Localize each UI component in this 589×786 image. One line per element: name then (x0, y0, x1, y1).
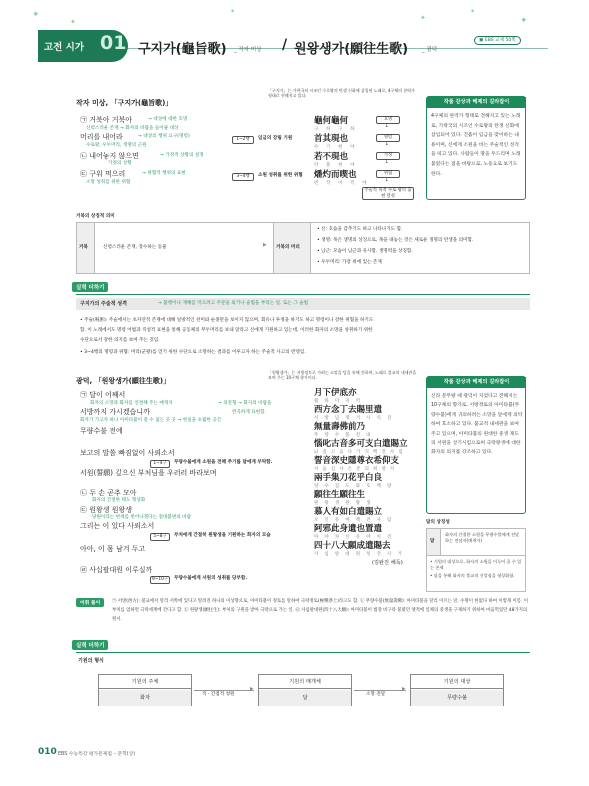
more-body-line: • 3~4행의 명령과 위협: 머리(군왕)를 얻기 위한 수단으로 소망하는 결과를 이루고자 하는 주술적 사고의 반영임. (80, 350, 306, 355)
poem-line: ㉡ 두 손 곧추 모아 (80, 489, 137, 497)
poem-gloss: 소망 성취를 위한 위협 (86, 180, 131, 185)
moon-symbolism-box (426, 528, 526, 592)
line-range-mark: 1~4구 (150, 460, 170, 468)
hanja-line: 月下伊底亦 (314, 388, 357, 398)
wish-medium-body: 달 (259, 690, 351, 706)
hanja-reading: 모 인 유 여 백 견 사 립 (314, 518, 394, 523)
moon-item: • 달을 통해 화자의 불교적 신앙심을 형상화함. (430, 573, 515, 578)
wish-target-box (410, 674, 504, 706)
hanja-line: 兩手集刀花乎白良 (314, 473, 383, 483)
poem-gloss: → 가정적 상황의 설정 (160, 153, 204, 158)
hanja-reading: 양 수 집 도 화 호 백 량 (314, 484, 394, 489)
vocab-body: ㉠ 서방(西方): 불교에서 말리 서쪽에 있다고 알려진 하나의 이상향으로, 아미타불이 정토를 말하여 극락정토(極樂淨土)라고도 함. ㉡ 무량수불(無量壽佛): 아미타불을 달리 이르는 말. 수명이 한없다 하여 이렇게 이름. 이 부처를 염하면 극락세계에 간다고 함. ㉢ 원왕생(願往生): 부처의 구원을 받아 극락으로 가는 일. ㉣ 사십팔대원(四十八大願): 아미타불이 법장 비구라 불렸던 옛적에 일체의 중생을 구제하기 위하여 마음먹었던 48가지의 원서. (112, 599, 529, 622)
hanja-reading: 약 불 현 야 (314, 163, 358, 168)
poem-line: ㉣ 사십팔대원 이루실까 (80, 566, 153, 574)
hanja-line: 誓音深史隱尊衣希仰支 (314, 456, 400, 466)
hanja-reading: 뇌 질 고 음 다 가 지 백 견 사 립 (314, 450, 405, 455)
hanja-line: 慕人有如白遣賜立 (314, 507, 383, 517)
wish-arrow-label: 직 · 간접적 청원 (202, 692, 235, 697)
more-body-line: 수단으로서 강한 의지를 보여 주는 것임. (80, 338, 160, 343)
line-range-desc: 부처에게 간절히 원왕생을 기원하는 화자의 모습 (174, 533, 271, 538)
moon-text: 화자의 간절한 소원을 무량수불에게 전달하는 전달자(매개자) (445, 532, 520, 543)
moon-symbolism-label: 달의 상징성 (426, 520, 450, 525)
more-key-bar (76, 298, 530, 310)
title-wonwangsaengga: 원왕생가(願往生歌) (294, 42, 409, 57)
hanja-line: 四十八大願成遣賜去 (314, 541, 391, 551)
arrow-down-icon: ↓ (385, 178, 389, 183)
hanja-line: 惱叱古音多可支白遣賜立 (314, 439, 408, 449)
hanja-reading: 아 야 차 신 유 야 치 견 (314, 535, 394, 540)
hanja-line: 阿邪此身遺也置遣 (314, 524, 383, 534)
appreciation-panel-wonwangsaengga (426, 376, 526, 514)
arrow-down-icon: ↓ (385, 124, 389, 129)
poem-line: 그리는 이 있다 사뢰소서 (80, 522, 155, 530)
moon-item: • 기원의 대상으로, 화자의 소원을 이루어 줄 수 있는 존재 (430, 559, 522, 570)
poem-gloss: 신령스러운 존재 → 화자의 바람을 들어줄 대상 (86, 126, 179, 131)
symbolism-box (76, 222, 530, 274)
star-icon: ✦ (32, 10, 40, 20)
arrow-right-icon: ▶ (402, 687, 406, 692)
line-range-desc: 무량수불에게 서원의 성취를 당부함. (174, 576, 248, 581)
appreciation-panel-body: 신라 문무왕 때 광덕이 지었다고 전해지는 10구체의 향가로, 서방정토의 아미타불(무량수불)에게 귀의하려는 소망을 달에게 의탁하여 호소하고 있다. 불교적 내세관을 보여 주고 있으며, 아미타불의 원대한 중생 제도의 서원을 상기시킴으로써 극락왕생에 대한 화자의 의지를 강조하고 있다. (431, 394, 523, 456)
ebs-reference-tag (474, 36, 521, 45)
appreciation-panel-body: 4구체의 한역가 형태로 전해지고 있는 노래로, 가락국의 시조인 수로왕의 탄생 신화에 삽입되어 있다. 진흙이 임금을 맞이하는 내용이며, 신에게 소원을 비는 주술적인 성격을 띠고 있다. 사람들이 땅을 두드리며 노래 불렀다는 점을 바탕으로, 노동요로 보기도 한다. (431, 114, 521, 177)
hanja-line: 燔灼而喫也 (314, 170, 357, 180)
symbolism-right-head: 거북의 머리 (276, 245, 300, 250)
wish-medium-head: 기원의 매개체 (259, 675, 351, 689)
hanja-line: 西方念丁去賜里遣 (314, 405, 383, 415)
poem-gloss: 당원이라는 현세를 벗어나겠다는 절대불변의 바람 (92, 515, 192, 520)
flow-step: 호명 (376, 116, 400, 124)
wish-arrow-label: 소망 전달 (366, 692, 386, 697)
appreciation-panel-title: 작품 감상과 해제의 길라잡이 (427, 97, 526, 108)
more-body-line: 함. 이 노래에서도 명령 어법과 직설적 표현을 통해 공동체의 무두머리를 보내 달라고 신에게 기원하고 있는데, 이러한 화자의 소망을 성취하기 위한 (80, 328, 373, 333)
translation-attribution: (김완진 해독) (372, 560, 403, 566)
section-badge (38, 30, 128, 62)
arrow-right-icon: ▶ (263, 243, 267, 248)
more-tag: 실력 더하기 (72, 640, 108, 650)
title-gujiga-author: _ 작자 미상 (234, 47, 262, 53)
poem-line: 무량수불 전에 (80, 427, 123, 435)
flow-result: 주술적 목적 수로 왕의 출현 달성 (362, 187, 414, 200)
wish-target-head: 기원의 대상 (411, 675, 503, 689)
hanja-reading: 수 기 현 야 (314, 145, 358, 150)
star-icon: ✦ (420, 14, 426, 22)
hanja-reading: 서 방 념 정 거 사 리 견 (314, 416, 394, 421)
symbolism-left-head: 거북 (79, 245, 88, 250)
hanja-reading: 구 하 구 하 (314, 127, 358, 132)
poem-line: ㉠ 달이 어째서 (80, 391, 126, 399)
poem-gloss: → 위협적 행위의 표현 (142, 171, 186, 176)
wish-target-body: 무량수불 (411, 690, 503, 706)
poem-gloss: 화자의 소망과 화자를 연결해 주는 매개자 (90, 401, 173, 406)
appreciation-panel-title: 작품 감상과 해제의 길라잡이 (427, 377, 526, 388)
poem-gloss: → 대상에 대한 호명 (148, 117, 188, 122)
hanja-line: 若不現也 (314, 152, 349, 162)
poem-line: ㉠ 거북아 거북아 (80, 116, 133, 124)
arrow-down-icon: ↓ (385, 160, 389, 165)
hanja-reading: 사 십 팔 대 원 성 견 사 거 (314, 552, 405, 557)
star-icon: ✦ (470, 8, 476, 15)
hanja-line: 龜何龜何 (314, 116, 349, 126)
symbolism-item: • 신: 호습을 감추기도 하고 나타나기도 함. (317, 227, 403, 232)
symbolism-label: 거북의 상징적 의미 (76, 214, 115, 219)
title-gujiga: 구지가(龜旨歌) (138, 42, 227, 57)
hanja-line: 願往生願往生 (314, 490, 366, 500)
wish-form-label: 기원의 형식 (78, 658, 104, 664)
moon-head: 달 (430, 539, 435, 544)
poem-line: 머리를 내어라 (80, 133, 123, 141)
book-icon: ▣ (479, 38, 484, 43)
hanja-line: 無量壽佛前乃 (314, 422, 366, 432)
section-heading-gujiga: 작자 미상, 「구지가(龜旨歌)」 (76, 99, 173, 107)
poem-gloss: 수로왕, 우두머리, 생명의 근원 (86, 143, 147, 148)
vocab-tag: 어휘 풀이 (76, 598, 104, 607)
line-range-desc: 임금의 강림 기원 (258, 136, 293, 141)
poem-line: 아아, 이 몸 남겨 두고 (80, 545, 146, 553)
arrow-down-icon: ↓ (385, 142, 389, 147)
poem-gloss: → 의문형 → 화자의 바람을 (218, 401, 272, 406)
line-range-mark: 9~10구 (150, 576, 170, 584)
more-tag: 실력 더하기 (72, 282, 108, 292)
ebs-reference-text: EBS 교재 50쪽 (484, 38, 516, 43)
badge-number: 01 (100, 32, 127, 54)
symbolism-item: • 우두머리: 가장 위에 있는 존재 (317, 260, 382, 265)
flow-step: 위협 (376, 170, 400, 178)
poem-line: 보고의 말씀 빠짐없이 사뢰소서 (80, 449, 175, 457)
poem-line: 서원(誓願) 깊으신 부처님을 우러러 바라보며 (80, 469, 217, 477)
symbolism-item: • 남근: 모습이 남근과 유사함. 생명력을 상징함. (317, 249, 413, 254)
poem-gloss: 가정의 상황 (108, 161, 132, 166)
hanja-reading: 원 왕 생 원 왕 생 (314, 501, 373, 506)
more-key: 구지가의 주술적 성격 (80, 301, 127, 307)
star-icon: ✦ (520, 16, 528, 26)
flow-step: 가정 (376, 152, 400, 160)
page-number: 010 (38, 747, 57, 757)
flow-step: 명령 (376, 134, 400, 142)
appreciation-panel-gujiga (426, 96, 526, 200)
more-key-desc: → 불행이나 재해를 막으려고 주문을 외거나 술법을 부리는 일. 또는 그 술법 (158, 301, 309, 306)
hanja-reading: 번 작 이 끽 야 (314, 181, 370, 186)
hanja-reading: 월 하 이 저 역 (314, 399, 363, 404)
poem-line: ㉢ 원왕생 원왕생 (80, 506, 133, 514)
poem-line: ㉡ 내어놓지 않으면 (80, 152, 139, 160)
wish-subject-box (98, 674, 192, 706)
wish-medium-box (258, 674, 352, 706)
line-range-desc: 소원 성취를 위한 위협 (258, 173, 303, 178)
poem-gloss: 화자가 가고자 하나 아미타불이 갈 수 없는 곳 곳 → 현실을 초월한 공간 (80, 418, 222, 423)
symbolism-left-text: 신령스러운 존재, 장수하는 동물 (103, 245, 167, 250)
section-note-wonwangsaengga: 「원왕생가」는 서방정토로 가려는 소망을 담을 통해 전하며, 노래로 불교의 내세관을 보여 주는 10구체 향가이다. (268, 370, 417, 380)
book-title: EBS 수능특강 평가문제집 – 문학(상) (58, 752, 136, 757)
more-body-line: • 주술(呪術): 주술에서는 초자연적 존재에 대해 일방적인 찬미와 순종만을 보이지 않으며, 회유나 투정을 하기도 하고 명령이나 강한 위협을 하기도 (80, 318, 374, 323)
title-divider: / (282, 37, 288, 53)
line-range-desc: 무량수불에게 소원을 전해 주기를 달에게 부탁함. (174, 460, 273, 465)
wish-subject-head: 기원의 주체 (99, 675, 191, 689)
title-wonwangsaengga-author: _ 광덕 (422, 47, 438, 53)
arrow-right-icon: ▶ (250, 687, 254, 692)
poem-line: ㉢ 구워 먹으리 (80, 170, 126, 178)
badge-label: 고전 시가 (44, 42, 85, 53)
poem-gloss: → 대상의 행위 요구(명령) (138, 134, 190, 139)
page-header (0, 0, 589, 86)
symbolism-item: • 생명: 목은 생명의 상징으로, 목을 내놓는 것은 새로운 생명의 탄생을 의미함. (317, 238, 474, 243)
poem-gloss: 화자의 간절한 태도 형상화 (92, 498, 146, 503)
poem-gloss: 완곡하게 표현함. (232, 410, 266, 415)
section-note-gujiga: 「구지가」는 가락국의 시조인 수로왕의 탄생 신화에 삽입된 노래로, 4구체의 한역가 형태로 전해지고 있다. (268, 88, 415, 98)
section-heading-wonwangsaengga: 광덕, 「원왕생가(願往生歌)」 (76, 377, 171, 385)
line-range-mark: 1~2행 (232, 136, 254, 144)
star-icon: ✦ (70, 18, 76, 26)
line-range-mark: 3~4행 (232, 173, 254, 181)
hanja-reading: 무 량 수 불 전 내 (314, 433, 373, 438)
star-icon: ✦ (230, 8, 236, 15)
line-range-mark: 5~8구 (150, 533, 170, 541)
hanja-reading: 서 음 심 사 은 존 의 희 앙 지 (314, 467, 396, 472)
wish-subject-body: 화자 (99, 690, 191, 706)
poem-line: 서방까지 가시겠습니까 (80, 408, 150, 416)
hanja-line: 首其現也 (314, 134, 349, 144)
